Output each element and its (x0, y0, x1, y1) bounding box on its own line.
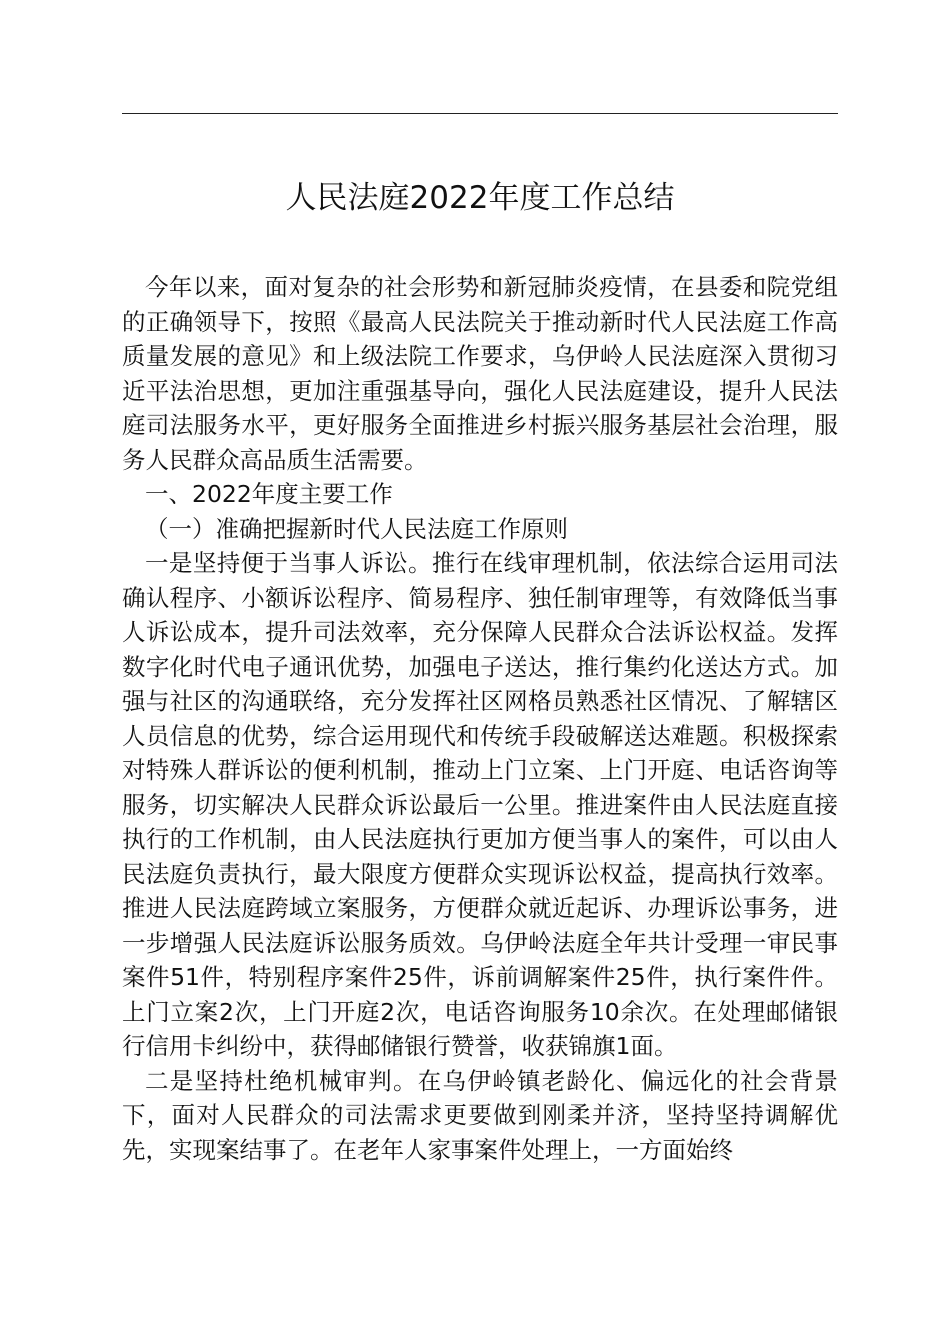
section-heading: 一、2022年度主要工作 (145, 480, 393, 508)
header-rule (122, 113, 838, 114)
subsection-heading: （一）准确把握新时代人民法庭工作原则 (145, 514, 568, 543)
body-paragraph-1: 一是坚持便于当事人诉讼。推行在线审理机制，依法综合运用司法确认程序、小额诉讼程序、简易程序、独任制审理等，有效降低当事人诉讼成本，提升司法效率，充分保障人民群众合法诉讼权益。发挥数字化时代电子通讯优势，加强电子送达，推行集约化送达方式。加强与社区的沟通联络，充分发挥社区网格员熟悉社区情况、了解辖区人员信息的优势，综合运用现代和传统手段破解送达难题。积极探索对特殊人群诉讼的便利机制，推动上门立案、上门开庭、电话咨询等服务，切实解决人民群众诉讼最后一公里。推进案件由人民法庭直接执行的工作机制，由人民法庭执行更加方便当事人的案件，可以由人民法庭负责执行，最大限度方便群众实现诉讼权益，提高执行效率。推进人民法庭跨域立案服务，方便群众就近起诉、办理诉讼事务，进一步增强人民法庭诉讼服务质效。乌伊岭法庭全年共计受理一审民事案件51件，特别程序案件25件，诉前调解案件25件，执行案件件。上门立案2次，上门开庭2次，电话咨询服务10余次。在处理邮储银行信用卡纠纷中，获得邮储银行赞誉，收获锦旗1面。 (122, 549, 838, 1060)
document-body (122, 270, 838, 1167)
intro-paragraph: 今年以来，面对复杂的社会形势和新冠肺炎疫情，在县委和院党组的正确领导下，按照《最高人民法院关于推动新时代人民法庭工作高质量发展的意见》和上级法院工作要求，乌伊岭人民法庭深入贯彻习近平法治思想，更加注重强基导向，强化人民法庭建设，提升人民法庭司法服务水平，更好服务全面推进乡村振兴服务基层社会治理，服务人民群众高品质生活需要。 (122, 273, 838, 474)
body-paragraph-2: 二是坚持杜绝机械审判。在乌伊岭镇老龄化、偏远化的社会背景下，面对人民群众的司法需求更要做到刚柔并济，坚持坚持调解优先，实现案结事了。在老年人家事案件处理上，一方面始终 (122, 1066, 838, 1164)
document-title: 人民法庭2022年度工作总结 (285, 180, 675, 216)
